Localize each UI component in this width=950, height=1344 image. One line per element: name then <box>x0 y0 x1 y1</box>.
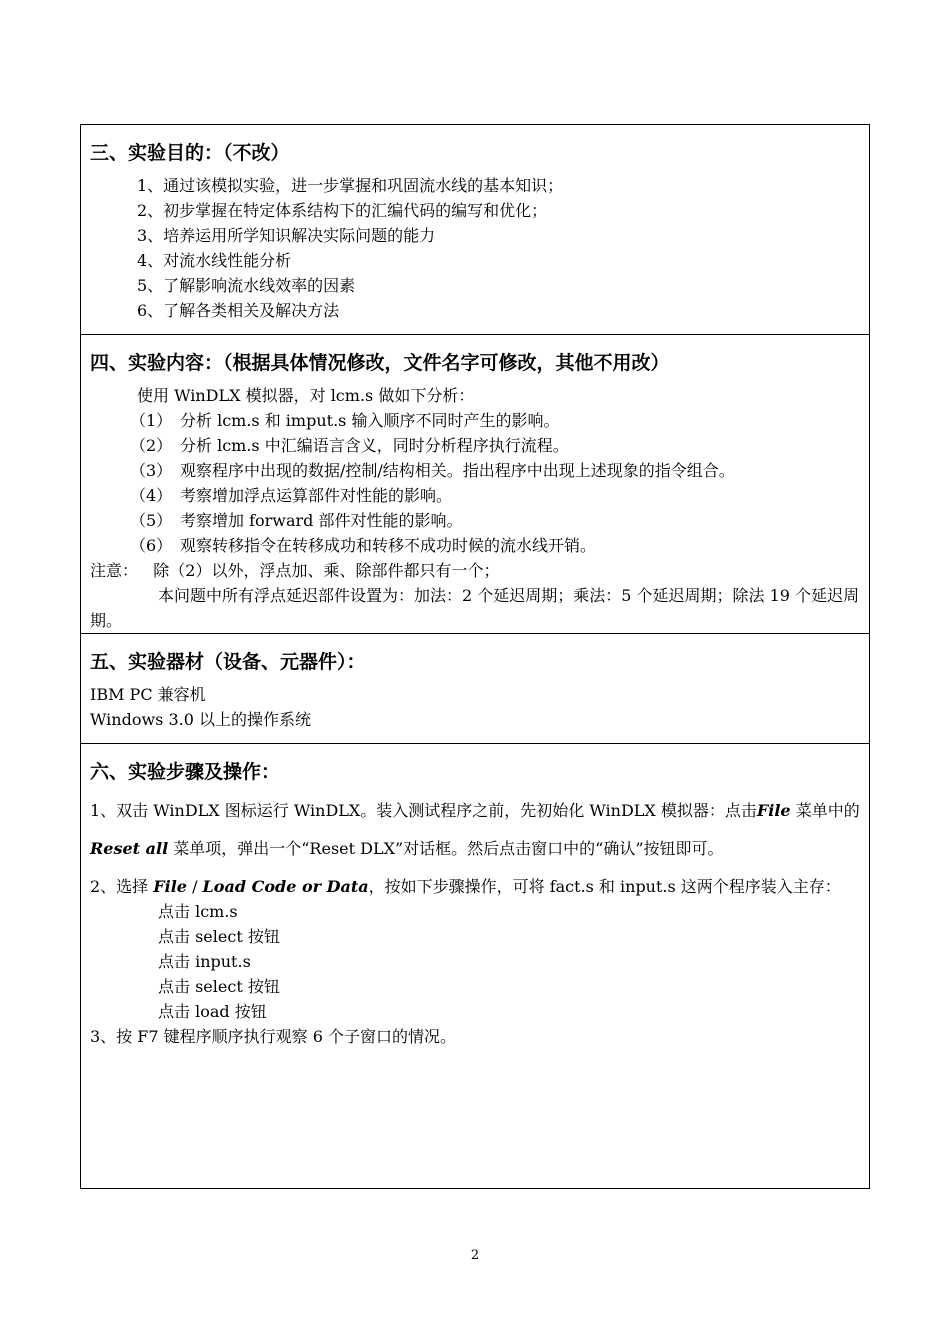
list-item <box>90 483 861 508</box>
step-text: 2、选择 <box>90 877 154 896</box>
list-item: Windows 3.0 以上的操作系统 <box>90 710 311 729</box>
experiment-table <box>80 124 870 1189</box>
list-item <box>90 433 861 458</box>
menu-reset-all: Reset all <box>90 839 169 858</box>
item-text: 分析 lcm.s 和 imput.s 输入顺序不同时产生的影响。 <box>180 411 560 430</box>
sub-step: 点击 lcm.s <box>158 902 238 921</box>
sub-step: 点击 select 按钮 <box>158 977 280 996</box>
item-text: 分析 lcm.s 中汇编语言含义，同时分析程序执行流程。 <box>180 436 569 455</box>
sub-step: 点击 input.s <box>158 952 251 971</box>
step-text: 菜单项，弹出一个“Reset DLX”对话框。然后点击窗口中的“确认”按钮即可。 <box>168 839 724 858</box>
item-number: （3） <box>130 461 173 480</box>
item-number: （6） <box>130 536 173 555</box>
section-title-purpose: 三、实验目的：（不改） <box>90 142 290 164</box>
item-number: （5） <box>130 511 173 530</box>
item-text: 考察增加 forward 部件对性能的影响。 <box>180 511 463 530</box>
list-item: 3、培养运用所学知识解决实际问题的能力 <box>137 226 436 245</box>
item-text: 观察程序中出现的数据/控制/结构相关。指出程序中出现上述现象的指令组合。 <box>180 461 735 480</box>
step-text: 1、双击 WinDLX 图标运行 WinDLX。装入测试程序之前，先初始化 WinDLX 模拟器：点击 <box>90 801 757 820</box>
content-intro: 使用 WinDLX 模拟器，对 lcm.s 做如下分析： <box>137 386 475 405</box>
step-text: 菜单中的 <box>790 801 860 820</box>
item-text: 考察增加浮点运算部件对性能的影响。 <box>180 486 453 505</box>
menu-separator: / <box>186 877 203 896</box>
menu-file: File <box>153 877 187 896</box>
list-item: 5、了解影响流水线效率的因素 <box>137 276 356 295</box>
section-title-steps: 六、实验步骤及操作： <box>90 761 281 783</box>
content-section <box>81 335 870 634</box>
list-item <box>90 508 861 533</box>
list-item: 4、对流水线性能分析 <box>137 251 292 270</box>
item-text: 观察转移指令在转移成功和转移不成功时候的流水线开销。 <box>180 536 597 555</box>
item-number: （1） <box>130 411 173 430</box>
note-line <box>90 558 861 583</box>
list-item: 2、初步掌握在特定体系结构下的汇编代码的编写和优化； <box>137 201 548 220</box>
equipment-section <box>81 634 870 744</box>
list-item: 1、通过该模拟实验，进一步掌握和巩固流水线的基本知识； <box>137 176 564 195</box>
purpose-section <box>81 125 870 335</box>
sub-step: 点击 load 按钮 <box>158 1002 267 1021</box>
section-title-equipment: 五、实验器材（设备、元器件）： <box>90 651 366 673</box>
page-number: 2 <box>470 1248 480 1263</box>
step-2 <box>90 874 861 899</box>
item-number: （2） <box>130 436 173 455</box>
menu-file: File <box>756 801 791 820</box>
sub-step: 点击 select 按钮 <box>158 927 280 946</box>
menu-load-code: Load Code or Data <box>202 877 369 896</box>
list-item: IBM PC 兼容机 <box>90 685 206 704</box>
step-3: 3、按 F7 键程序顺序执行观察 6 个子窗口的情况。 <box>90 1027 456 1046</box>
note-text-2: 本问题中所有浮点延迟部件设置为：加法：2 个延迟周期；乘法：5 个延迟周期；除法 19 个延迟周期。 <box>90 586 860 630</box>
item-number: （4） <box>130 486 173 505</box>
list-item <box>90 533 861 558</box>
list-item <box>90 408 861 433</box>
steps-section <box>81 744 870 1189</box>
note-label: 注意： <box>90 561 139 580</box>
note-text: 除（2）以外，浮点加、乘、除部件都只有一个； <box>153 561 500 580</box>
list-item: 6、了解各类相关及解决方法 <box>137 301 340 320</box>
section-title-content: 四、实验内容：（根据具体情况修改，文件名字可修改，其他不用改） <box>90 352 670 374</box>
step-text: ，按如下步骤操作，可将 fact.s 和 input.s 这两个程序装入主存： <box>368 877 841 896</box>
list-item <box>90 458 861 483</box>
step-1 <box>90 792 861 868</box>
